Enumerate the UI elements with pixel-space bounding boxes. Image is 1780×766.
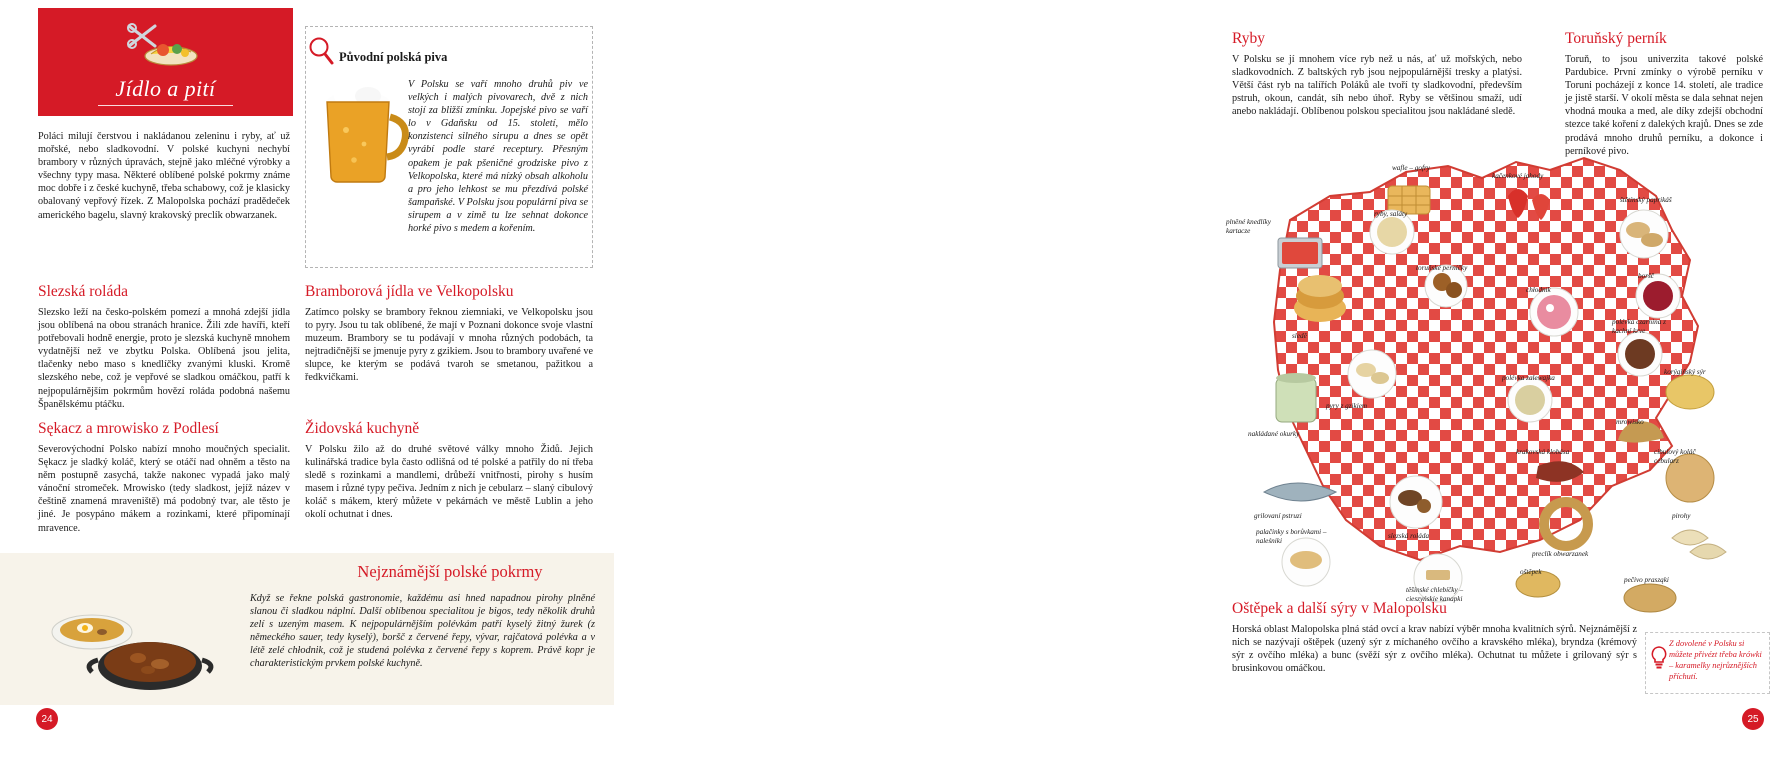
left-page (0, 0, 600, 766)
section-heading: Sękacz a mrowisko z Podlesí (38, 420, 219, 437)
map-label: grilovaní pstruzi (1254, 512, 1302, 520)
map-label: polévka zalewajka (1502, 374, 1555, 382)
beer-callout-body: V Polsku se vaří mnoho druhů piv ve velkých i malých pivovarech, dvě z nich stojí za bližší zmínku. Jopejské pivo se vaří lo v Gdaňsku od 15. století, mělo konzistenci silného sirupu a dnes se opět vyrábí podle staré receptury. Přesným opakem je pak pšeničné grodziske pivo z Velkopolska, které má nízký obsah alkoholu a pro jeho lehkost se mu přezdívá polské šampaňské. V Polsku jsou populární piva se sirupem a v zimě tu lze sehnat dokonce horké pivo s medem a kořením. (408, 79, 588, 235)
section-body: Toruň, to jsou univerzita takové polské Pardubice. První zmínky o výrobě perníku v Toruni pocházejí z konce 14. století, ale tradice je jistě starší. V okolí města se dala sehnat nejen vhodná mouka a med, ale díky zdejší obchodní stezce také koření z dalekých krajů. Dnes se zde prodává mnoho druhů perníku, a dokonce i perníkové pivo. (1565, 54, 1763, 157)
map-label: kačenkové jahody (1492, 172, 1544, 180)
map-label: wafle – gofry (1392, 164, 1430, 172)
section-heading: Slezská roláda (38, 283, 128, 300)
bottom-heading: Nejznámější polské pokrmy (357, 562, 543, 581)
map-label: nakládané okurky (1248, 430, 1300, 438)
intro-paragraph: Poláci milují čerstvou i nakládanou zeleninu i ryby, ať už mořské, nebo sladkovodní. V polské kuchyni nechybí brambory v různých úpravách, stejně jako mléčné výrobky a všechny typy masa. Některé oblíbené polské pokrmy známe moc dobře i z české kuchyně, třeba schabowy, což je klasicky obalovaný vepřový řízek. Z Malopolska pochází pradědeček amerického bagelu, slavný krakovský preclík obwarzanek. (38, 131, 290, 221)
map-label: slezská roláda (1388, 532, 1430, 540)
map-label: korýgiňský sýr (1664, 368, 1706, 376)
title-banner (38, 8, 293, 116)
lightbulb-icon (1650, 646, 1668, 670)
map-label: sledě (1292, 332, 1307, 340)
section-heading: Bramborová jídla ve Velkopolsku (305, 283, 514, 300)
section-body: V Polsku žilo až do druhé světové války mnoho Židů. Jejich kulinářská tradice byla často odlišná od té polské a patřily do ní třeba sledě s rozinkami a mandlemi, drůbeží vnitřnosti, pirohy s husím masem i různé typy pečiva. Jedním z nich je cebularz – slaný cibulový koláč s mákem, který můžete v pekárnách ve městě Lublin a jeho okolí ochutnat i dnes. (305, 444, 593, 521)
section-body: Severovýchodní Polsko nabízí mnoho moučných specialit. Sękacz je sladký koláč, který se otáčí nad ohněm a těsto na něm postupně zasychá, takže nakonec vypadá jako malý vánoční stromeček. Mrowisko (tedy sladkost, jejíž název v češtině znamená mraveniště) má podobný tvar, ale těsto je jiné. Je posypáno mákem a rozinkami, které připomínají mravence. (38, 444, 290, 534)
map-label: toruňské perníčky (1416, 264, 1468, 272)
section-ostepek (1232, 600, 1637, 675)
right-page (600, 0, 1763, 766)
section-zidovska (305, 420, 593, 522)
section-body: V Polsku se jí mnohem více ryb než u nás, ať už mořských, nebo sladkovodních. Z baltských ryb jsou nejpopulárnější tresky a platýsi. Větší část ryb na talířích Poláků ale tvoří ty sladkovodní, především pstruh, okoun, candát, síh nebo úhoř. Ryby se většinou smaží, udí anebo nakládají. Oblíbenou polskou specialitou jsou nakládané sledě. (1232, 54, 1522, 118)
beer-callout-heading: Původní polská piva (339, 50, 448, 64)
section-heading: Židovská kuchyně (305, 420, 420, 437)
section-heading: Toruňský perník (1565, 30, 1667, 47)
map-label: plněné knedlíky kartacze (1226, 218, 1271, 235)
section-heading: Oštěpek a další sýry v Malopolsku (1232, 600, 1447, 617)
map-label: oštěpek (1520, 568, 1542, 576)
page-number-left: 24 (36, 708, 58, 730)
map-label: štětínský paprikáš (1620, 196, 1672, 204)
page-number-right: 25 (1742, 708, 1764, 730)
section-body: Slezsko leží na česko-polském pomezí a mnohá zdejší jídla jsou oblíbená na obou stranách hranice. Žili zde havíři, kteří potřebovali hodně energie, proto je slezská kuchyně mnohem vydatnější než ve zbytku Polska. Oblíbená jsou jelita, tlačenky nebo maso s knedlíčky zvanými kluski. Kromě slezského nebe, což je vepřové se sladkou omáčkou, patří k nejpopulárnějším pokrmům hovězí roláda podobná našemu Španělskému ptáčku. (38, 307, 290, 410)
map-label: krakovská klobása (1516, 448, 1570, 456)
map-label: palačinky s borůvkami – naleśniki (1256, 528, 1327, 545)
map-label: chłodnik (1526, 286, 1551, 294)
goulash-soup-image (40, 604, 230, 696)
map-label: boršč (1638, 272, 1654, 280)
section-body: Horská oblast Malopolska plná stád ovcí a krav nabízí výběr mnoha kvalitních sýrů. Nejznámější z nich se nazývají oštěpek (uzený sýr z míchaného ovčího a kravského mléka), bryndza (krémový sýr z ovčího mléka) a bunc (svěží sýr z ovčího mléka). Ochutnat tu můžete i grilovaný sýr s brusinkovou omáčkou. (1232, 624, 1637, 675)
banner-underline (98, 105, 233, 106)
poland-food-map (1220, 100, 1780, 603)
tip-text: Z dovolené v Polsku si můžete přivézt třeba krówki – karamelky nejrůznějších příchutí. (1669, 639, 1762, 681)
map-label: těšínské chlebíčky – cieszyńskie kanapki (1406, 586, 1464, 603)
map-label: preclík obwarzanek (1532, 550, 1589, 558)
magnifier-icon (307, 36, 335, 66)
map-label: ryby, saláty (1374, 210, 1408, 218)
map-label: pyry z gzikiem (1326, 402, 1368, 410)
page-title: Jídlo a pití (115, 76, 216, 101)
section-body: Zatímco polsky se brambory řeknou ziemniaki, ve Velkopolsku jsou to pyry. Jsou tu tak oblíbené, že mají v Poznani dokonce svoje vlastní muzeum. Brambory se tu podávají v mnoha různých podobách, ta nejtradičnější se jmenuje pyry z gzikiem. Jsou to brambory uvařené ve slupce, ke kterým se podává tvaroh se smetanou, pažitkou a ředkvičkami. (305, 307, 593, 384)
food-platter-icon (123, 20, 209, 70)
section-sekacz (38, 420, 290, 535)
map-label: polévka czarnina z kachní krve (1612, 318, 1666, 335)
map-label: mrowisko (1616, 418, 1644, 426)
map-label: pečivo prasząki (1624, 576, 1669, 584)
beer-mug-image (312, 72, 410, 190)
section-slezska-rolada (38, 283, 290, 411)
section-bramborova (305, 283, 593, 385)
section-heading: Ryby (1232, 30, 1265, 47)
bottom-body: Když se řekne polská gastronomie, každému asi hned napadnou pirohy plněné slanou či sladkou náplní. Další oblíbenou specialitou je bigos, tedy několik druhů zelí s uzeným masem. K nejpopulárnějším polévkám patří kyselý žitný žurek (z německého sauer, tedy kyselý), boršč z červené řepy, vývar, rajčatová polévka a v létě zelé chłodnik, což je studená polévka z červené řepy s koprem. Právě kopr je charakteristickým prvkem polské kuchyně. (250, 593, 595, 670)
map-label: cibulový koláč cebularz (1654, 448, 1696, 465)
map-label: pirohy (1672, 512, 1691, 520)
